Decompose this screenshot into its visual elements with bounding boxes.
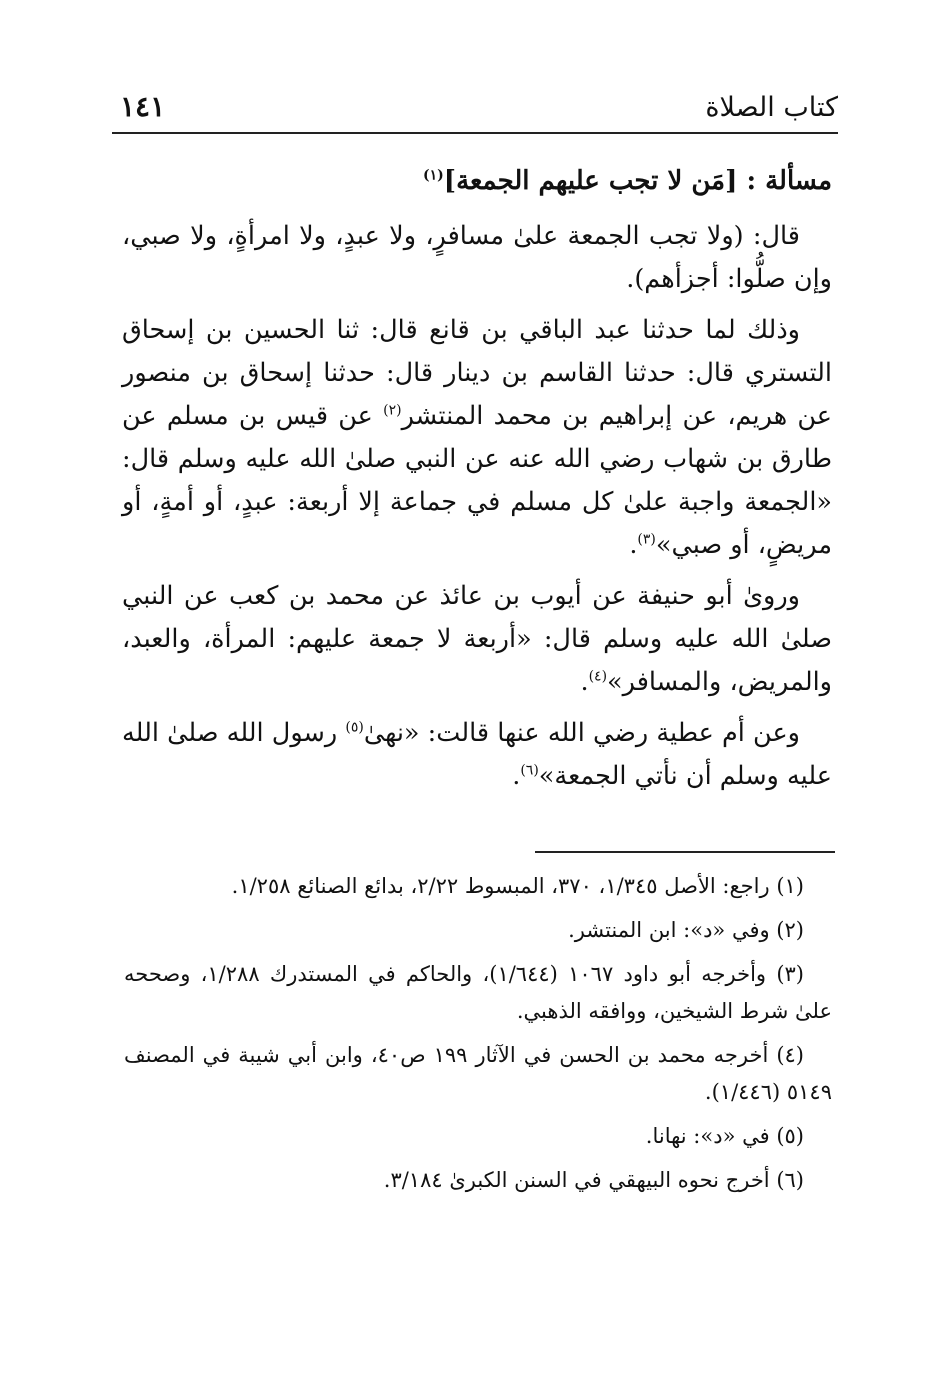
paragraph-2	[122, 309, 832, 567]
issue-title: [مَن لا تجب عليهم الجمعة]	[443, 166, 738, 196]
paragraph-3	[122, 575, 832, 704]
footnote-ref-1: (١)	[422, 167, 444, 184]
issue-label: مسألة :	[746, 166, 832, 196]
paragraph-2-text-a: وذلك لما حدثنا عبد الباقي بن قانع قال: ثنا الحسين بن إسحاق التستري قال: حدثنا القاسم بن دينار قال: حدثنا إسحاق بن منصور عن هريم، عن إبراهيم بن محمد المنتشر	[122, 315, 832, 431]
paragraph-2-end: .	[629, 530, 638, 560]
running-header	[112, 88, 838, 134]
footnote-1: (١) راجع: الأصل ١/٣٤٥، ٣٧٠، المبسوط ٢/٢٢، بدائع الصنائع ١/٢٥٨.	[231, 874, 804, 898]
paragraph-4-text-a: وعن أم عطية رضي الله عنها قالت: «نهىٰ	[363, 718, 800, 748]
paragraph-3-end: .	[580, 667, 589, 697]
paragraph-4-end: .	[512, 761, 521, 791]
footnote-ref-3: (٣)	[637, 531, 656, 548]
footnote-separator	[535, 851, 835, 853]
issue-heading	[122, 160, 832, 203]
footnote-6: (٦) أخرج نحوه البيهقي في السنن الكبرىٰ ٣/١٨٤.	[383, 1168, 804, 1192]
footnotes	[124, 868, 832, 1206]
paragraph-1	[122, 215, 832, 301]
paragraph-4	[122, 712, 832, 798]
footnote-3: (٣) وأخرجه أبو داود ١٠٦٧ (١/٦٤٤)، والحاكم في المستدرك ١/٢٨٨، وصححه علىٰ شرط الشيخين، ووافقه الذهبي.	[124, 962, 832, 1023]
chapter-title: كتاب الصلاة	[705, 92, 838, 123]
footnote-ref-2: (٢)	[383, 402, 402, 419]
paragraph-1-text: قال: (ولا تجب الجمعة علىٰ مسافرٍ، ولا عبدٍ، ولا امرأةٍ، ولا صبي، وإن صلُّوا: أجزأهم).	[122, 221, 832, 294]
page-number: ١٤١	[120, 90, 166, 123]
footnote-2: (٢) وفي «د»: ابن المنتشر.	[568, 918, 804, 942]
main-text	[122, 160, 832, 806]
footnote-ref-6: (٦)	[520, 762, 539, 779]
footnote-4: (٤) أخرجه محمد بن الحسن في الآثار ١٩٩ ص٤٠، وابن أبي شيبة في المصنف ٥١٤٩ (١/٤٤٦).	[124, 1043, 832, 1104]
footnote-ref-4: (٤)	[588, 668, 608, 685]
paragraph-2-text-b: عن قيس بن مسلم عن طارق بن شهاب رضي الله عنه عن النبي صلىٰ الله عليه وسلم قال: «الجمعة واجبة علىٰ كل مسلم في جماعة إلا أربعة: عبدٍ، أو أمةٍ، أو مريضٍ، أو صبي»	[122, 401, 832, 560]
footnote-ref-5: (٥)	[345, 719, 364, 736]
paragraph-3-text: وروىٰ أبو حنيفة عن أيوب بن عائذ عن محمد بن كعب عن النبي صلىٰ الله عليه وسلم قال: «أربعة لا جمعة عليهم: المرأة، والعبد، والمريض، والمسافر»	[122, 581, 832, 697]
footnote-5: (٥) في «د»: نهانا.	[645, 1124, 804, 1148]
paragraph-4-text-b: رسول الله صلىٰ الله عليه وسلم أن نأتي الجمعة»	[122, 718, 832, 791]
